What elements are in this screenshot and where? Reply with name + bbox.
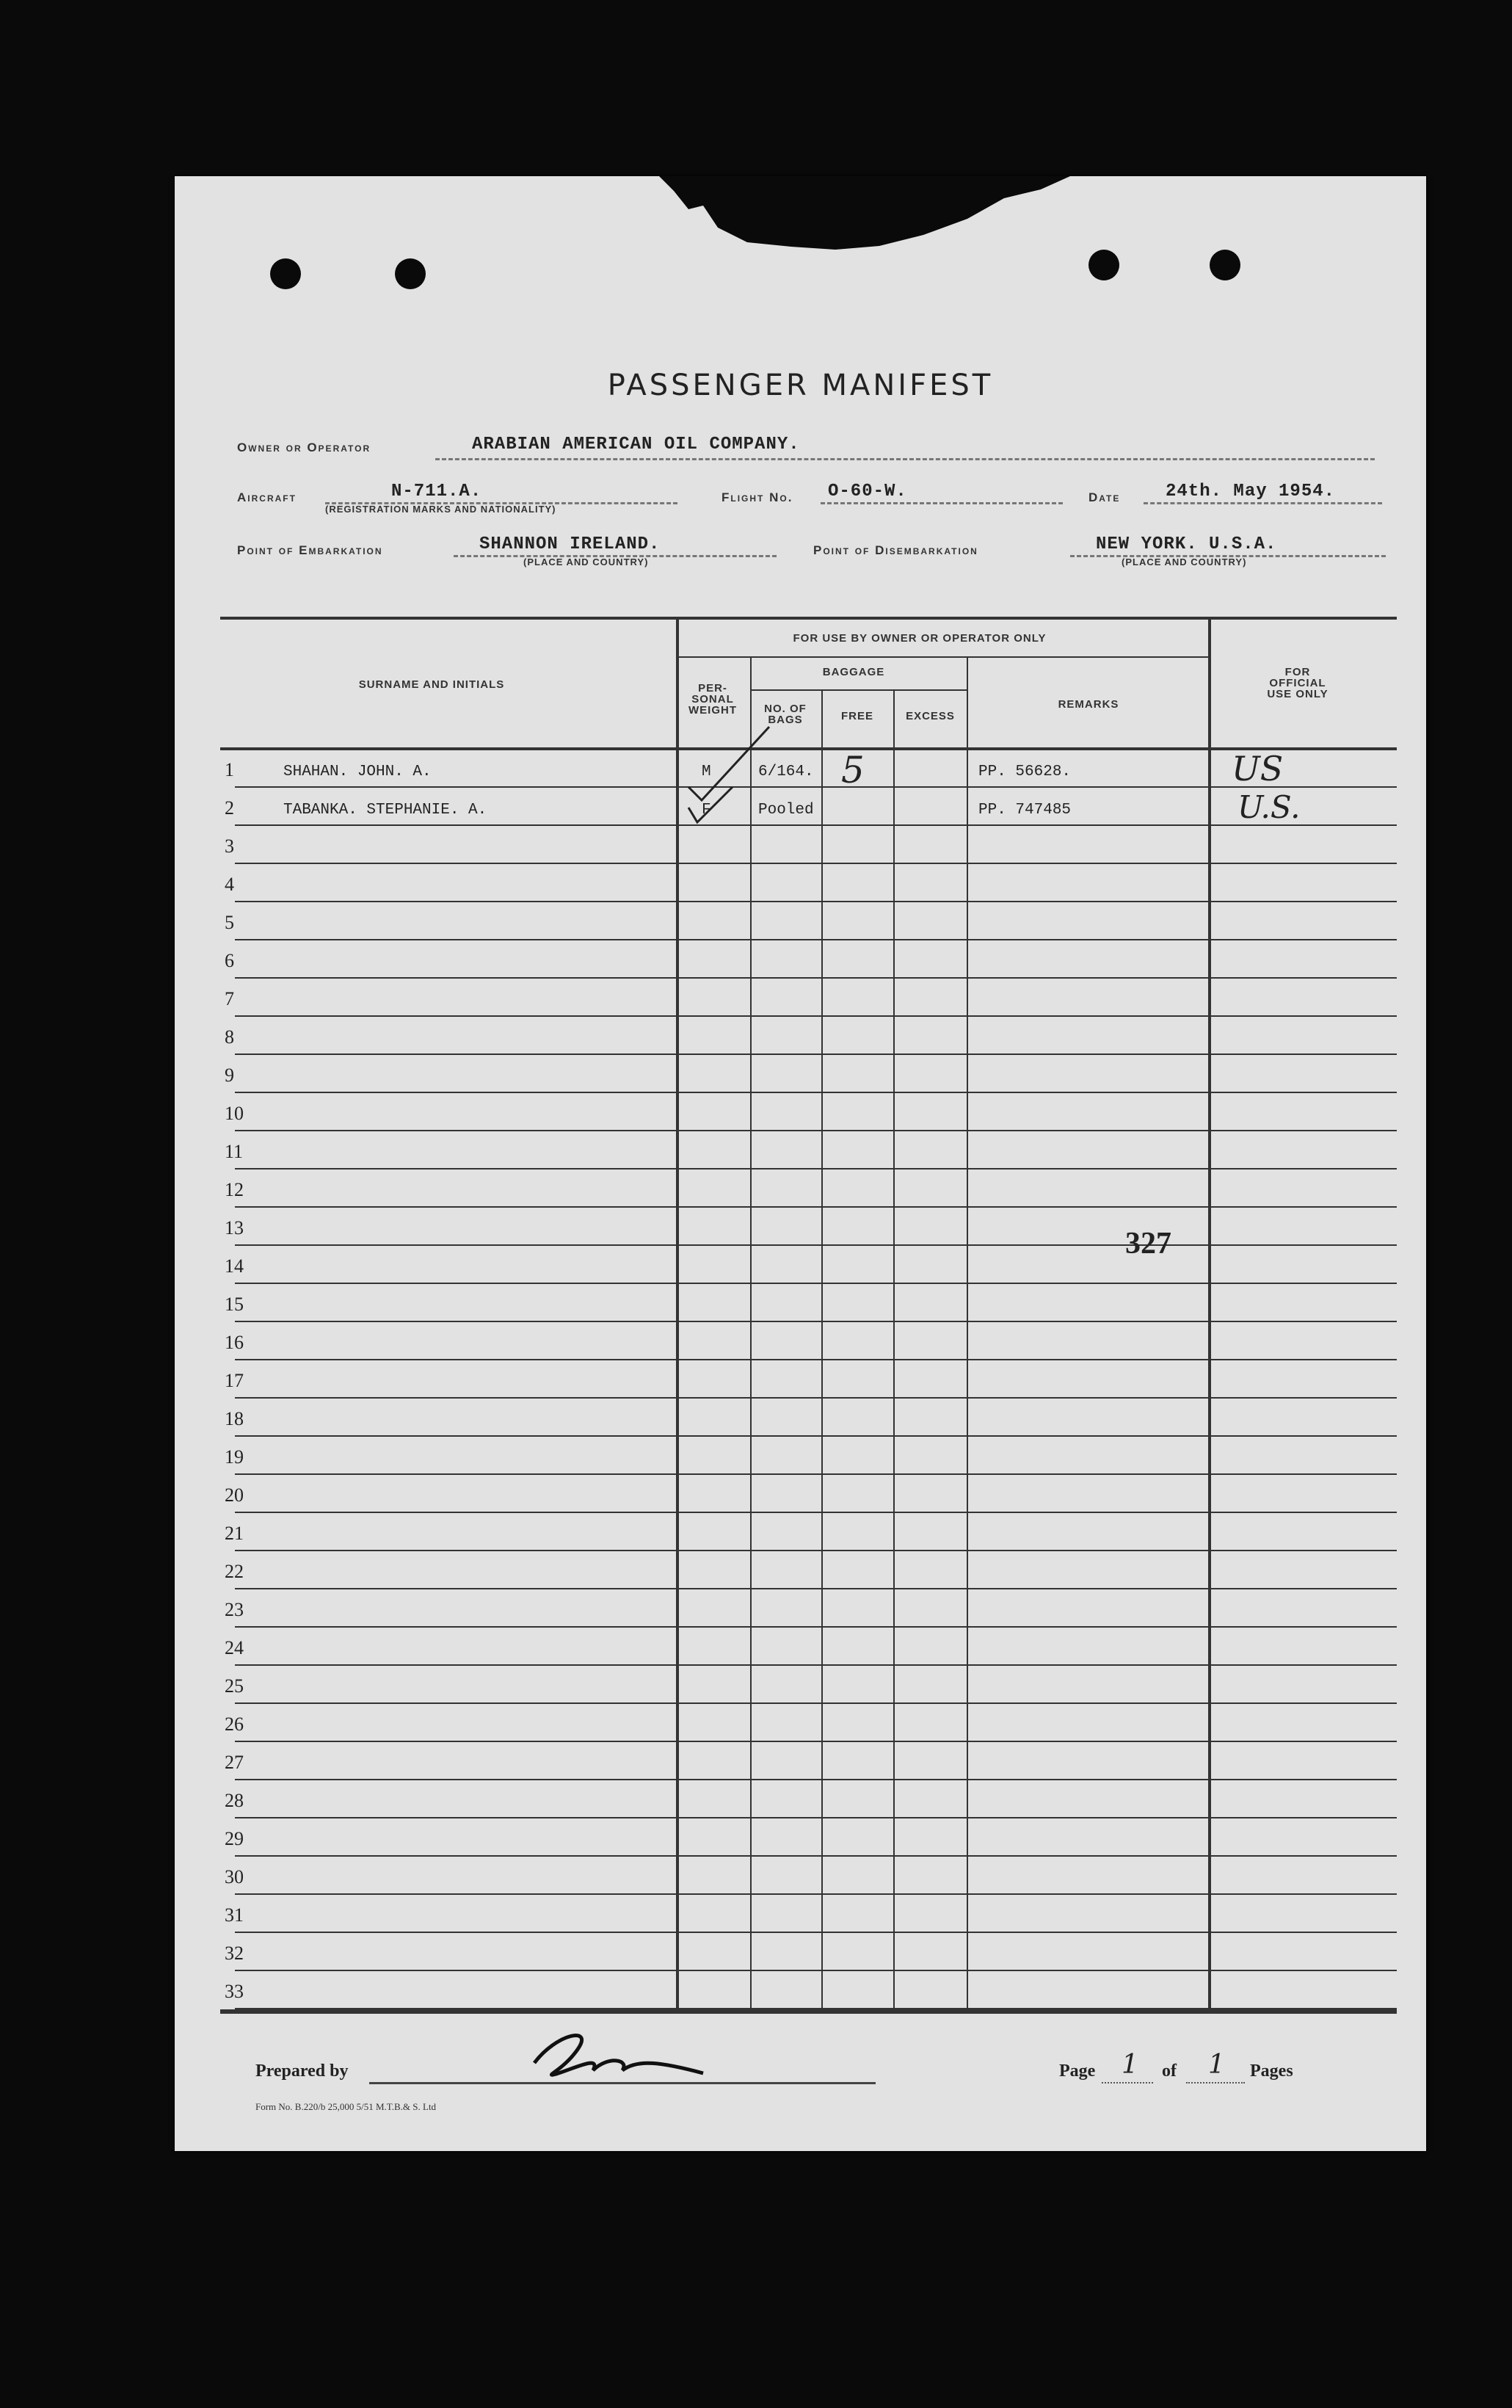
- row-number: 29: [225, 1828, 244, 1849]
- disembarkation-value: NEW YORK. U.S.A.: [1096, 534, 1277, 554]
- prepared-by-label: Prepared by: [255, 2061, 349, 2081]
- row-number: 19: [225, 1446, 244, 1468]
- page-label: Page: [1059, 2061, 1096, 2081]
- passenger-1-free: 5: [841, 749, 865, 791]
- row-number: 33: [225, 1981, 244, 2002]
- owner-label: Owner or Operator: [237, 440, 371, 454]
- of-label: of: [1162, 2061, 1177, 2081]
- header-bags: NO. OF BAGS: [764, 703, 807, 726]
- pages-label: Pages: [1250, 2061, 1293, 2081]
- passenger-2-remarks: PP. 747485: [978, 802, 1072, 819]
- row-number: 17: [225, 1370, 244, 1391]
- header-excess: EXCESS: [906, 710, 955, 722]
- row-number: 6: [225, 950, 234, 971]
- row-number: 24: [225, 1637, 244, 1658]
- row-number: 4: [225, 874, 234, 895]
- flight-label: Flight No.: [722, 490, 793, 504]
- embarkation-label: Point of Embarkation: [237, 543, 383, 557]
- row-number: 9: [225, 1065, 234, 1086]
- passenger-2-name: TABANKA. STEPHANIE. A.: [283, 802, 487, 819]
- row-number: 12: [225, 1179, 244, 1200]
- passenger-1-weight: M: [702, 764, 711, 780]
- disembarkation-label: Point of Disembarkation: [813, 543, 978, 557]
- row-number: 26: [225, 1713, 244, 1735]
- row-number: 5: [225, 912, 234, 933]
- passenger-1-bags: 6/164.: [758, 764, 814, 780]
- embarkation-value: SHANNON IRELAND.: [479, 534, 661, 554]
- manifest-sheet: [175, 176, 1426, 2151]
- form-number: Form No. B.220/b 25,000 5/51 M.T.B.& S. Ltd: [255, 2101, 437, 2112]
- header-remarks: REMARKS: [1058, 698, 1119, 711]
- owner-value: ARABIAN AMERICAN OIL COMPANY.: [472, 435, 800, 454]
- header-official: FOR OFFICIAL USE ONLY: [1267, 666, 1329, 700]
- row-number: 8: [225, 1026, 234, 1048]
- row-number: 10: [225, 1103, 244, 1124]
- row-number: 25: [225, 1675, 244, 1697]
- row-number: 7: [225, 988, 234, 1009]
- row-number: 18: [225, 1408, 244, 1429]
- passenger-1-official: US: [1232, 749, 1284, 788]
- row-number: 31: [225, 1904, 244, 1926]
- passenger-1-name: SHAHAN. JOHN. A.: [283, 764, 432, 780]
- page-title: PASSENGER MANIFEST: [607, 369, 994, 402]
- header-free: FREE: [840, 710, 873, 722]
- row-number: 16: [225, 1332, 244, 1353]
- row-number: 27: [225, 1752, 244, 1773]
- row-number: 11: [225, 1141, 244, 1162]
- passenger-2-weight: F: [702, 802, 711, 819]
- header-owner-use: FOR USE BY OWNER OR OPERATOR ONLY: [793, 632, 1047, 645]
- header-surname: SURNAME AND INITIALS: [358, 678, 505, 691]
- row-number: 15: [225, 1294, 244, 1315]
- stamp-number: 327: [1125, 1227, 1171, 1261]
- disembarkation-sublabel: (PLACE AND COUNTRY): [1122, 556, 1247, 567]
- page-line: [1102, 2082, 1153, 2084]
- row-number: 2: [225, 797, 234, 819]
- row-number: 3: [225, 835, 234, 857]
- passenger-2-official: U.S.: [1237, 789, 1301, 825]
- date-value: 24th. May 1954.: [1166, 482, 1336, 501]
- header-baggage: BAGGAGE: [822, 666, 885, 678]
- header-weight: PER- SONAL WEIGHT: [688, 682, 737, 717]
- date-label: Date: [1088, 490, 1121, 504]
- row-number: 28: [225, 1790, 244, 1811]
- row-number: 30: [225, 1866, 244, 1887]
- manifest-table-grid: [175, 176, 1426, 2151]
- row-number: 21: [225, 1523, 244, 1544]
- checkmark-2: [681, 786, 740, 830]
- row-number: 20: [225, 1484, 244, 1506]
- page-total: 1: [1208, 2050, 1225, 2080]
- row-number: 23: [225, 1599, 244, 1620]
- flight-value: O-60-W.: [828, 482, 907, 501]
- page-number: 1: [1122, 2050, 1138, 2080]
- embarkation-sublabel: (PLACE AND COUNTRY): [523, 556, 649, 567]
- aircraft-label: Aircraft: [237, 490, 297, 504]
- row-number: 32: [225, 1943, 244, 1964]
- row-number: 22: [225, 1561, 244, 1582]
- aircraft-value: N-711.A.: [391, 482, 482, 501]
- passenger-2-bags: Pooled: [758, 802, 814, 819]
- row-number: 14: [225, 1255, 244, 1277]
- row-number: 13: [225, 1217, 244, 1239]
- page-total-line: [1186, 2082, 1245, 2084]
- passenger-1-remarks: PP. 56628.: [978, 764, 1072, 780]
- signature: [512, 2019, 718, 2092]
- row-number: 1: [225, 759, 234, 780]
- aircraft-sublabel: (REGISTRATION MARKS AND NATIONALITY): [325, 504, 556, 515]
